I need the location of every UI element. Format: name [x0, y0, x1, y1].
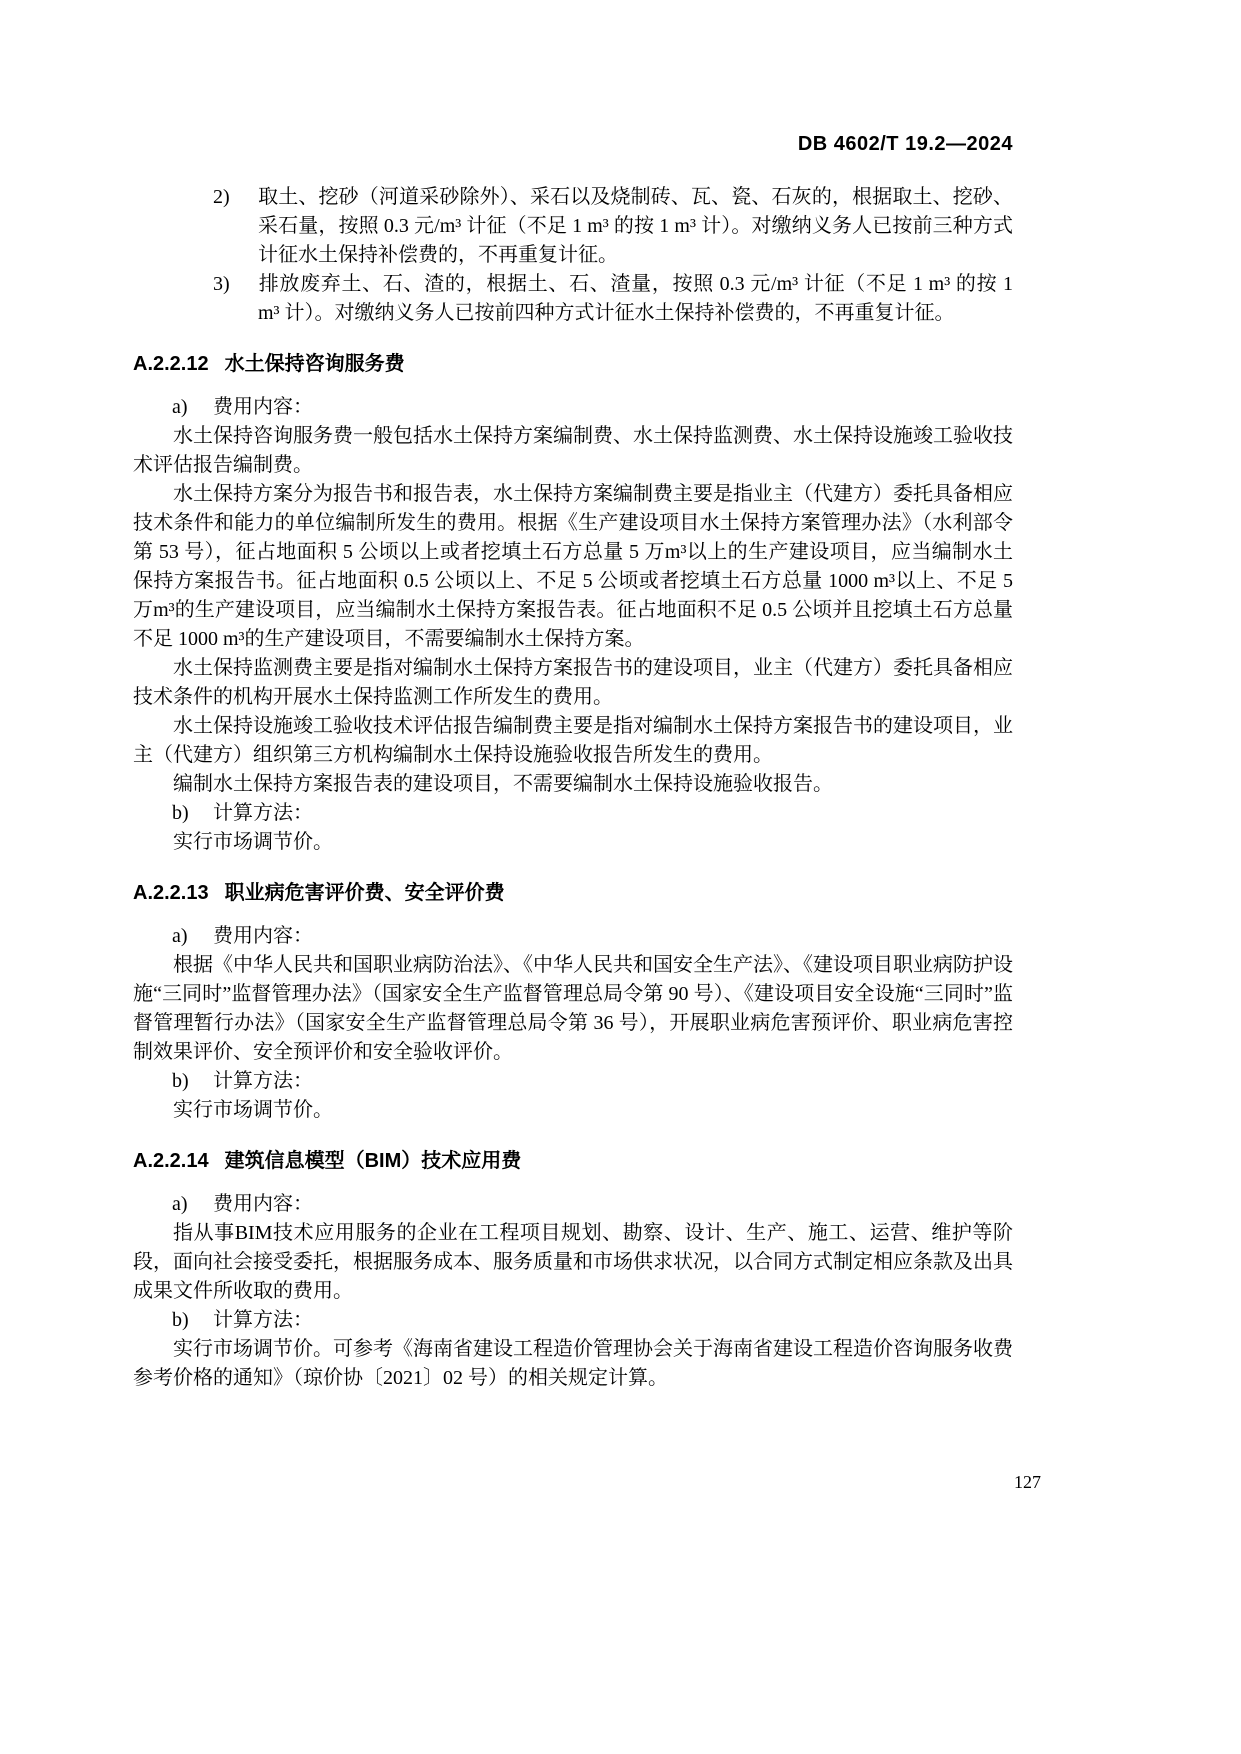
subitem-text: 费用内容： [213, 1193, 313, 1215]
paragraph: 水土保持监测费主要是指对编制水土保持方案报告书的建设项目，业主（代建方）委托具备相应技术条件的机构开展水土保持监测工作所发生的费用。 [133, 657, 1013, 708]
subitem-marker: b) [172, 1309, 189, 1331]
paragraph: 实行市场调节价。 [173, 831, 333, 853]
paragraph: 水土保持设施竣工验收技术评估报告编制费主要是指对编制水土保持方案报告书的建设项目，业主（代建方）组织第三方机构编制水土保持设施验收报告所发生的费用。 [133, 715, 1013, 766]
page-number: 127 [1014, 1472, 1041, 1492]
subitem-label-b [172, 1067, 1013, 1096]
subitem-marker: a) [172, 1193, 188, 1215]
subitem-text: 计算方法： [213, 1070, 313, 1092]
list-item-3 [213, 270, 1013, 328]
section-number: A.2.2.14 [133, 1150, 209, 1172]
subitem-marker: a) [172, 925, 188, 947]
section-title: 建筑信息模型（BIM）技术应用费 [224, 1150, 522, 1172]
list-item-2-text: 取土、挖砂（河道采砂除外）、采石以及烧制砖、瓦、瓷、石灰的，根据取土、挖砂、采石量，按照 0.3 元/m³ 计征（不足 1 m³ 的按 1 m³ 计）。对缴纳义务人已按前三种方式计征水土保持补偿费的，不再重复计征。 [258, 186, 1013, 266]
subitem-marker: b) [172, 1070, 189, 1092]
section-number: A.2.2.13 [133, 882, 209, 904]
section-title: 职业病危害评价费、安全评价费 [224, 882, 505, 904]
subitem-label-a [172, 922, 1013, 951]
section-heading-a2-2-13 [133, 879, 1013, 908]
paragraph: 实行市场调节价。 [173, 1099, 333, 1121]
section-number: A.2.2.12 [133, 353, 209, 375]
subitem-text: 计算方法： [213, 1309, 313, 1331]
paragraph: 水土保持方案分为报告书和报告表，水土保持方案编制费主要是指业主（代建方）委托具备相应技术条件和能力的单位编制所发生的费用。根据《生产建设项目水土保持方案管理办法》（水利部令第 53 号），征占地面积 5 公顷以上或者挖填土石方总量 5 万m³以上的生产建设项目，应当编制水土保持方案报告书。征占地面积 0.5 公顷以上、不足 5 公顷或者挖填土石方总量 1000 m³以上、不足 5 万m³的生产建设项目，应当编制水土保持方案报告表。征占地面积不足 0.5 公顷并且挖填土石方总量不足 1000 m³的生产建设项目，不需要编制水土保持方案。 [133, 483, 1013, 650]
subitem-marker: a) [172, 396, 188, 418]
paragraph: 编制水土保持方案报告表的建设项目，不需要编制水土保持设施验收报告。 [173, 773, 833, 795]
subitem-label-a [172, 393, 1013, 422]
list-item-2-marker: 2) [213, 186, 230, 208]
section-heading-a2-2-14 [133, 1147, 1013, 1176]
subitem-marker: b) [172, 802, 189, 824]
paragraph: 指从事BIM技术应用服务的企业在工程项目规划、勘察、设计、生产、施工、运营、维护等阶段，面向社会接受委托，根据服务成本、服务质量和市场供求状况，以合同方式制定相应条款及出具成果文件所收取的费用。 [133, 1222, 1013, 1302]
subitem-label-b [172, 1306, 1013, 1335]
subitem-label-b [172, 799, 1013, 828]
paragraph: 水土保持咨询服务费一般包括水土保持方案编制费、水土保持监测费、水土保持设施竣工验收技术评估报告编制费。 [133, 425, 1013, 476]
list-item-3-text: 排放废弃土、石、渣的，根据土、石、渣量，按照 0.3 元/m³ 计征（不足 1 m³ 的按 1 m³ 计）。对缴纳义务人已按前四种方式计征水土保持补偿费的，不再重复计征。 [258, 273, 1013, 324]
section-title: 水土保持咨询服务费 [224, 353, 405, 375]
section-heading-a2-2-12 [133, 350, 1013, 379]
subitem-label-a [172, 1190, 1013, 1219]
list-item-2 [213, 183, 1013, 270]
paragraph: 实行市场调节价。可参考《海南省建设工程造价管理协会关于海南省建设工程造价咨询服务收费参考价格的通知》（琼价协〔2021〕02 号）的相关规定计算。 [133, 1338, 1013, 1389]
subitem-text: 费用内容： [213, 396, 313, 418]
doc-number: DB 4602/T 19.2—2024 [797, 133, 1013, 155]
list-item-3-marker: 3) [213, 273, 230, 295]
subitem-text: 计算方法： [213, 802, 313, 824]
subitem-text: 费用内容： [213, 925, 313, 947]
paragraph: 根据《中华人民共和国职业病防治法》、《中华人民共和国安全生产法》、《建设项目职业病防护设施“三同时”监督管理办法》（国家安全生产监督管理总局令第 90 号）、《建设项目安全设施“三同时”监督管理暂行办法》（国家安全生产监督管理总局令第 36 号），开展职业病危害预评价、职业病危害控制效果评价、安全预评价和安全验收评价。 [133, 954, 1013, 1063]
